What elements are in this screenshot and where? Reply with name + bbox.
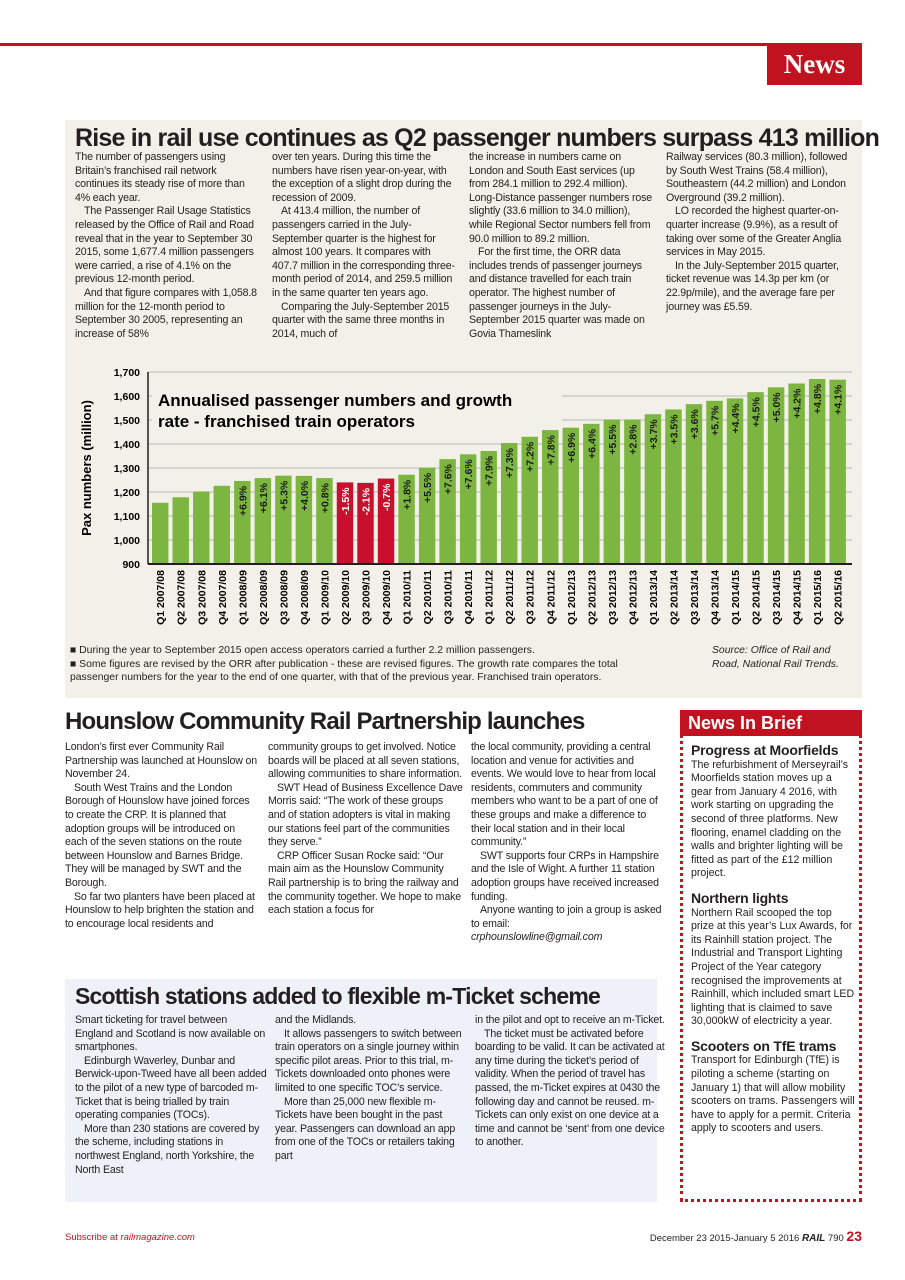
x-tick-label: Q1 2015/16	[812, 570, 825, 625]
x-tick-label: Q1 2012/13	[565, 570, 578, 625]
y-tick-label: 1,100	[113, 511, 140, 523]
paragraph: Edinburgh Waverley, Dunbar and Berwick-upon-Tweed have all been added to the pilot of a new type of barcoded m-Ticket that is being trialled by train operating companies (TOCs).	[75, 1054, 267, 1122]
x-tick-label: Q1 2008/09	[237, 570, 250, 625]
growth-label: +5.5%	[606, 424, 619, 455]
chart-title: rate - franchised train operators	[158, 412, 415, 431]
growth-label: +7.2%	[524, 441, 537, 472]
x-tick-label: Q2 2008/09	[257, 570, 270, 625]
text-column	[75, 151, 262, 341]
paragraph: in the pilot and opt to receive an m-Ticket.	[475, 1014, 665, 1026]
paragraph: The ticket must be activated before boarding to be valid. It can be activated at any time during the ticket’s period of validity. When the period of travel has passed, the m-Ticket expires at 0430 the following day and cannot be reused. m-Tickets can only exist on one device at a time and cannot be ‘sent’ from one device to another.	[475, 1027, 665, 1149]
x-tick-label: Q2 2007/08	[175, 570, 188, 625]
brief-title: Progress at Moorfields	[691, 742, 839, 758]
x-tick-label: Q3 2010/11	[442, 570, 455, 625]
x-tick-label: Q3 2013/14	[688, 570, 701, 625]
paragraph: For the first time, the ORR data includes trends of passenger journeys and distance travelled for each train operator. The highest number of passenger journeys in the July-September 2015 quarter was made on Govia Thameslink	[469, 246, 645, 340]
paragraph: Anyone wanting to join a group is asked to email:	[471, 904, 662, 930]
brief-title: Northern lights	[691, 889, 789, 906]
text-column	[65, 741, 260, 945]
x-tick-label: Q3 2014/15	[771, 570, 784, 625]
section-tab-news: News	[767, 43, 862, 85]
growth-label: +4.1%	[832, 384, 845, 415]
x-tick-label: Q4 2008/09	[298, 570, 311, 625]
paragraph: and the Midlands.	[275, 1014, 357, 1026]
paragraph: SWT Head of Business Excellence Dave Morris said: “The work of these groups and of station adopters is vital in making our stations feel part of the communities they serve.”	[268, 781, 463, 849]
growth-label: +4.5%	[750, 397, 763, 428]
article-title-hounslow: Hounslow Community Rail Partnership launches	[65, 708, 585, 735]
y-tick-label: 900	[122, 559, 140, 571]
x-tick-label: Q2 2010/11	[422, 570, 435, 625]
y-tick-label: 1,300	[113, 463, 140, 475]
article-title-rail-use: Rise in rail use continues as Q2 passenger numbers surpass 413 million	[75, 124, 880, 152]
paragraph: London’s first ever Community Rail Partnership was launched at Hounslow on November 24.	[65, 741, 258, 781]
bar	[193, 492, 209, 564]
brief-text: Transport for Edinburgh (TfE) is piloting a scheme (starting on January 1) that will allow mobility scooters on trams. Passengers will have to apply for a permit. Criteria apply to scooters and users.	[691, 1054, 855, 1135]
growth-label: +1.8%	[401, 479, 414, 510]
chart-source: Source: Office of Rail and Road, National Rail Trends.	[712, 645, 839, 670]
growth-label: +4.2%	[791, 388, 804, 419]
growth-label: +6.9%	[237, 485, 250, 517]
growth-label: +3.5%	[668, 414, 681, 445]
x-tick-label: Q2 2013/14	[668, 570, 681, 625]
x-tick-label: Q2 2012/13	[586, 570, 599, 625]
header-rule	[0, 43, 862, 46]
subscribe-label: Subscribe at	[65, 1232, 121, 1243]
x-tick-label: Q1 2009/10	[319, 570, 332, 625]
paragraph: The Passenger Rail Usage Statistics released by the Office of Rail and Road reveal that in the year to September 30 2015, some 1,677.4 million passengers were carried, a rise of 4.1% on the previous 12-month period.	[75, 205, 254, 286]
growth-label: +5.0%	[771, 392, 784, 423]
text-column	[475, 1014, 667, 1177]
x-tick-label: Q2 2011/12	[504, 570, 517, 625]
x-tick-label: Q1 2013/14	[647, 570, 660, 625]
paragraph: At 413.4 million, the number of passengers carried in the July-September quarter is the highest for almost 100 years. It compares with 407.7 million in the corresponding three-month period of 2014, and 259.5 million in the same quarter ten years ago.	[272, 205, 455, 299]
brief-text: The refurbishment of Merseyrail’s Moorfields station moves up a gear from January 4 2016, with work starting on upgrading the second of three platforms. New flooring, enamel cladding on the walls and brighter lighting will be fitted as part of the £12 million project.	[691, 758, 849, 880]
paragraph: More than 25,000 new flexible m-Tickets have been bought in the past year. Passengers can download an app from one of the TOCs or retailers taking part	[275, 1095, 456, 1162]
y-axis-label: Pax numbers (million)	[79, 400, 94, 536]
paragraph: over ten years. During this time the numbers have risen year-on-year, with the exception of a slight drop during the recession of 2009.	[272, 151, 452, 204]
subscribe-note	[65, 1232, 195, 1243]
x-tick-label: Q3 2011/12	[524, 570, 537, 625]
paragraph: community groups to get involved. Notice boards will be placed at all seven stations, allowing communities to share information.	[268, 741, 462, 781]
article-hounslow-body	[65, 741, 674, 945]
x-tick-label: Q3 2007/08	[196, 570, 209, 625]
page-footer	[650, 1228, 862, 1244]
subscribe-link[interactable]: railmagazine.com	[120, 1232, 195, 1243]
chart-title: Annualised passenger numbers and growth	[158, 391, 513, 410]
x-tick-label: Q1 2011/12	[483, 570, 496, 625]
growth-label: +4.8%	[812, 383, 825, 415]
paragraph: And that figure compares with 1,058.8 million for the 12-month period to September 30 2005, representing an increase of 58%	[75, 286, 257, 340]
growth-label: +5.5%	[422, 472, 435, 503]
x-tick-label: Q3 2012/13	[606, 570, 619, 625]
page-number: 23	[846, 1228, 862, 1244]
bar	[214, 486, 230, 564]
growth-label: +3.6%	[688, 409, 701, 440]
text-column	[471, 741, 666, 945]
paragraph: So far two planters have been placed at Hounslow to help brighten the station and to encourage local residents and	[65, 890, 255, 930]
bar	[173, 497, 189, 564]
growth-label: +7.6%	[442, 464, 455, 495]
paragraph: Railway services (80.3 million), followed by South West Trains (58.4 million), Southeastern (44.2 million) and London Overground (39.2 million).	[666, 151, 848, 204]
growth-label: +7.9%	[483, 455, 496, 487]
y-tick-label: 1,700	[113, 367, 140, 379]
growth-label: +7.6%	[463, 459, 476, 490]
paragraph: In the July-September 2015 quarter, ticket revenue was 14.3p per km (or 22.9p/mile), and the average fare per journey was £5.59.	[666, 259, 839, 313]
growth-label: +6.9%	[565, 432, 578, 463]
article-mticket-body	[75, 1014, 675, 1177]
x-tick-label: Q4 2013/14	[709, 570, 722, 625]
passenger-numbers-chart	[65, 362, 862, 644]
x-tick-label: Q4 2012/13	[627, 570, 640, 625]
paragraph: Smart ticketing for travel between England and Scotland is now available on smartphones.	[75, 1014, 266, 1054]
growth-label: +2.8%	[627, 424, 640, 455]
growth-label: -0.7%	[381, 483, 394, 511]
growth-label: +3.7%	[647, 419, 660, 450]
growth-label: +0.8%	[319, 483, 332, 514]
growth-label: +4.0%	[298, 480, 311, 511]
x-tick-label: Q4 2014/15	[791, 570, 804, 625]
chart-note: ■ During the year to September 2015 open access operators carried a further 2.2 million passengers.	[70, 645, 535, 656]
paragraph: the local community, providing a central location and venue for activities and events. We would love to hear from local residents, commuters and community members who want to be a part of one of these groups and make a difference to their local station and in their local community.”	[471, 741, 658, 849]
x-tick-label: Q1 2010/11	[401, 570, 414, 625]
text-column	[666, 151, 853, 341]
article-rail-use-body	[75, 151, 863, 341]
contact-email-link[interactable]: crphounslowline@gmail.com	[471, 931, 603, 944]
x-tick-label: Q3 2008/09	[278, 570, 291, 625]
growth-label: -2.1%	[360, 487, 373, 516]
text-column	[75, 1014, 267, 1177]
y-tick-label: 1,600	[113, 391, 140, 403]
x-tick-label: Q2 2015/16	[832, 570, 845, 625]
growth-label: +5.3%	[278, 480, 291, 511]
issue-date: December 23 2015-January 5 2016	[649, 1233, 800, 1244]
magazine-name: RAIL	[801, 1233, 826, 1244]
x-tick-label: Q2 2014/15	[750, 570, 763, 625]
growth-label: +4.4%	[730, 403, 743, 434]
brief-title: Scooters on TfE trams	[691, 1037, 837, 1054]
paragraph: the increase in numbers came on London and South East services (up from 284.1 million to 292.4 million). Long-Distance passenger numbers rose slightly (33.6 million to 34.0 million), while Regional Sector numbers fell from 90.0 million to 89.2 million.	[469, 151, 653, 245]
paragraph: South West Trains and the London Borough of Hounslow have joined forces to create the CRP. It is planned that adoption groups will be introduced on each of the seven stations on the route between Hounslow and Barnes Bridge. They will be managed by SWT and the Borough.	[65, 781, 250, 889]
x-tick-label: Q1 2007/08	[155, 570, 168, 625]
growth-label: +6.4%	[586, 428, 599, 459]
text-column	[272, 151, 459, 341]
brief-text: Northern Rail scooped the top prize at this year’s Lux Awards, for its Rainhill station project. The Industrial and Transport Lighting Project of the Year category recognised the improvements at Rainhill, which included smart LED lighting that is claimed to save 30,000kW of electricity a year.	[691, 906, 855, 1028]
text-column	[275, 1014, 467, 1177]
x-tick-label: Q3 2009/10	[360, 570, 373, 625]
paragraph: Comparing the July-September 2015 quarter with the same three months in 2014, much of	[272, 300, 450, 340]
x-tick-label: Q4 2010/11	[463, 570, 476, 625]
x-tick-label: Q1 2014/15	[730, 570, 743, 625]
x-tick-label: Q2 2009/10	[339, 570, 352, 625]
growth-label: +6.1%	[257, 483, 270, 514]
growth-label: +5.7%	[709, 405, 722, 436]
article-title-mticket: Scottish stations added to flexible m-Ticket scheme	[75, 983, 600, 1009]
y-tick-label: 1,000	[113, 535, 140, 547]
bar	[152, 503, 168, 564]
paragraph: It allows passengers to switch between train operators on a single journey within specific pilot areas. Prior to this trial, m-Tickets downloaded onto phones were limited to one specific TOC’s service.	[275, 1027, 462, 1094]
x-tick-label: Q4 2009/10	[381, 570, 394, 625]
news-in-brief-heading: News In Brief	[680, 710, 862, 736]
paragraph: The number of passengers using Britain’s franchised rail network continues its steady rise of more than 4% each year.	[75, 151, 245, 204]
x-tick-label: Q4 2007/08	[216, 570, 229, 625]
x-tick-label: Q4 2011/12	[545, 570, 558, 625]
growth-label: +7.8%	[545, 435, 558, 466]
y-tick-label: 1,200	[113, 487, 140, 499]
y-tick-label: 1,400	[113, 439, 140, 451]
text-column	[268, 741, 463, 945]
growth-label: -1.5%	[339, 487, 352, 515]
paragraph: More than 230 stations are covered by the scheme, including stations in northwest England, north Yorkshire, the North East	[75, 1122, 260, 1176]
text-column	[469, 151, 656, 341]
paragraph: LO recorded the highest quarter-on-quarter increase (9.9%), as a result of taking over some of the Greater Anglia services in May 2015.	[666, 205, 842, 259]
growth-label: +7.3%	[504, 448, 517, 479]
issue-number: 790	[827, 1233, 844, 1244]
paragraph: SWT supports four CRPs in Hampshire and the Isle of Wight. A further 11 station adoption groups have received increased funding.	[471, 849, 659, 903]
news-in-brief-panel	[680, 710, 862, 1202]
paragraph: CRP Officer Susan Rocke said: “Our main aim as the Hounslow Community Rail partnership is to bring the railway and the community together. We hope to make each station a focus for	[268, 849, 461, 917]
chart-notes	[70, 644, 660, 685]
y-tick-label: 1,500	[113, 415, 140, 427]
chart-note: ■ Some figures are revised by the ORR after publication - these are revised figures. The growth rate compares the total passenger numbers for the year to the end of one quarter, with that of the previous year. Franchised train operators.	[70, 658, 618, 684]
